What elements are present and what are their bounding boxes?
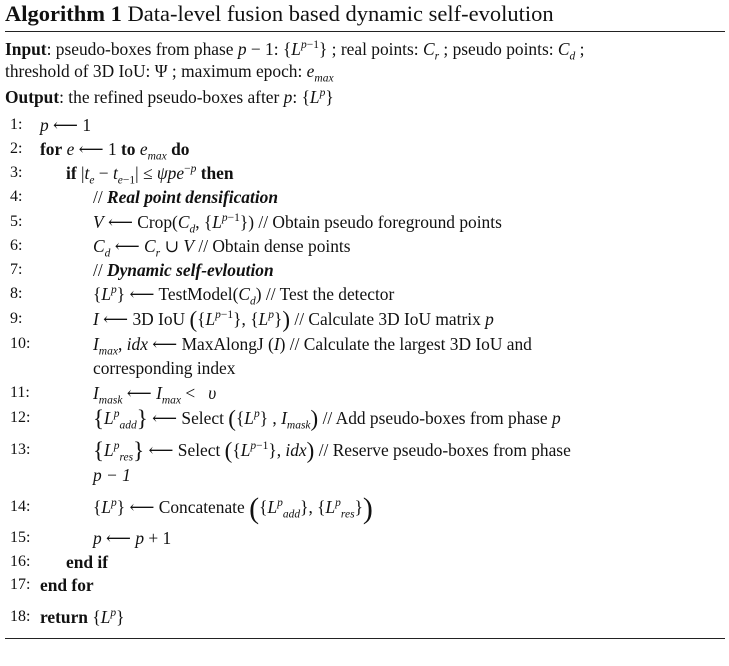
bottom-rule [5, 638, 725, 639]
algorithm-label: Algorithm 1 [5, 1, 122, 26]
algorithm-name: Data-level fusion based dynamic self-evolution [127, 1, 554, 26]
algorithm-title [5, 0, 725, 27]
input-section: Input: pseudo-boxes from phase p − 1: $\{L^{p-1}\}$ ; real points: $C_r$ ; pseudo points: $C_d$ ; threshold of 3D IoU: Ψ ; maximum epoch: $e_{max}$ [5, 39, 585, 85]
top-rule [5, 31, 725, 32]
input-label: Input [5, 39, 47, 59]
output-label: Output [5, 87, 60, 107]
algorithm-block: Algorithm 1 Data-level fusion based dynamic self-evolution Input: pseudo-boxes from phase p − 1: $\{L^{p-1}\}$ ; real points: $C_r$ ; pseudo points: $C_d$ ; threshold of 3D IoU: Ψ ; maximum epoch: $e_{max}$ Output: the refined pseudo-boxes after p: $\{L^p\}$ 1: p ⟵ 1 2: for e ⟵ 1 to $e_{max}$ do 3: if $|t_e - t_{e-1}| \le \psi pe^{-p}$ then 4: // Real point densification 5: V ⟵ $Crop(C_d$, $\{L^{p-1}\}$) // Obtain pseudo foreground points 6: $C_d$ ⟵ $C_r$ ∪ V // Obtain dense points 7: // Dynamic self-evloution 8: $\{L^p\}$ ⟵ $TestModel(C_d)$ // Test the detector 9: I ⟵ 3D IoU ($\{L^{p-1}\}$, $\{L^p\}$) // Calculate 3D IoU matrix p 10: $I_{max}$, idx ⟵ MaxAlongJ (I) // Calculate the largest 3D IoU and corresponding index 11: $I_{mask}$ ⟵ $I_{max} < \upsilon$ 12: $\{L^p_{add}\}$ ⟵ Select ($\{L^p\}$ , $I_{mask}$) // Add pseudo-boxes from phase p 13: $\{L^p_{res}\}$ ⟵ Select ($\{L^{p-1}\}$, idx) // Reserve pseudo-boxes from phase p − 1 14: $\{L^p\}$ ⟵ Concatenate ($\{L^p_{add}\}$, $\{L^p_{res}\}$) 15: p ⟵ p + 1 16: end if 17: end for 18: return $\{L^p\}$ [5, 0, 725, 27]
output-section: Output: the refined pseudo-boxes after p: $\{L^p\}$ [5, 87, 334, 107]
